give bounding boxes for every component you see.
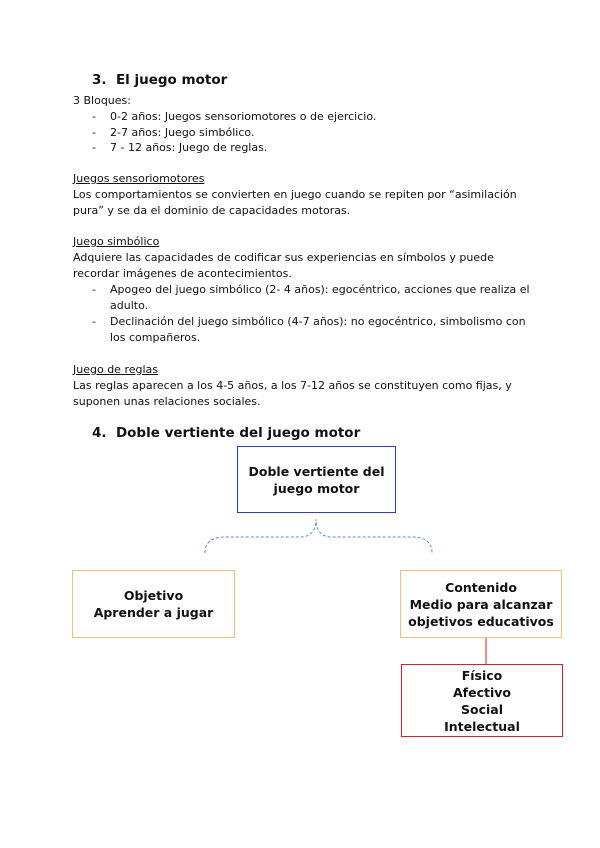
list-item: Declinación del juego simbólico (4-7 años): no egocéntrico, simbolismo con [110, 315, 526, 328]
root-line: Doble vertiente del [248, 463, 385, 479]
sub-line: Social [460, 701, 503, 717]
section4-number: 4. [92, 425, 107, 441]
list-dash: - [92, 110, 96, 123]
list-dash: - [92, 283, 96, 296]
sub-line: Afectivo [453, 684, 511, 700]
list-dash: - [92, 126, 96, 139]
list-dash: - [92, 315, 96, 328]
brace-connector [205, 519, 432, 553]
paragraph-line: pura” y se da el dominio de capacidades motoras. [73, 204, 351, 217]
right-line: objetivos educativos [408, 613, 554, 629]
sensorio-heading: Juegos sensoriomotores [73, 172, 205, 185]
root-line: juego motor [273, 480, 360, 496]
paragraph-line: suponen unas relaciones sociales. [73, 395, 261, 408]
left-line: Aprender a jugar [93, 605, 214, 620]
paragraph-line: Adquiere las capacidades de codificar sus experiencias en símbolos y puede [73, 251, 494, 264]
list-item: Apogeo del juego simbólico (2- 4 años): egocéntrico, acciones que realiza el [110, 283, 530, 296]
paragraph-line: recordar imágenes de acontecimientos. [73, 267, 292, 280]
list-item: 0-2 años: Juegos sensoriomotores o de ejercicio. [110, 110, 377, 123]
left-line: Objetivo [123, 588, 184, 603]
paragraph-line: Las reglas aparecen a los 4-5 años, a los 7-12 años se constituyen como fijas, y [73, 379, 512, 392]
paragraph-line: Los comportamientos se convierten en juego cuando se repiten por “asimilación [73, 188, 517, 201]
right-line: Contenido [445, 579, 517, 595]
simbolico-heading: Juego simbólico [73, 235, 160, 248]
section3-number: 3. [92, 72, 107, 88]
blocks-label: 3 Bloques: [73, 94, 131, 107]
section3-title: El juego motor [115, 72, 228, 88]
list-item: 2-7 años: Juego simbólico. [110, 126, 255, 139]
diagram-right-box [400, 570, 562, 638]
diagram-sub-box [401, 664, 563, 737]
reglas-heading: Juego de reglas [73, 363, 158, 376]
diagram-left-box [72, 570, 235, 638]
section4-title: Doble vertiente del juego motor [115, 425, 361, 441]
list-item-continued: los compañeros. [110, 331, 201, 344]
sub-line: Intelectual [444, 718, 520, 734]
list-item-continued: adulto. [110, 299, 149, 312]
list-dash: - [92, 141, 96, 154]
right-line: Medio para alcanzar [409, 596, 553, 612]
sub-line: Físico [461, 667, 503, 683]
list-item: 7 - 12 años: Juego de reglas. [110, 141, 268, 154]
